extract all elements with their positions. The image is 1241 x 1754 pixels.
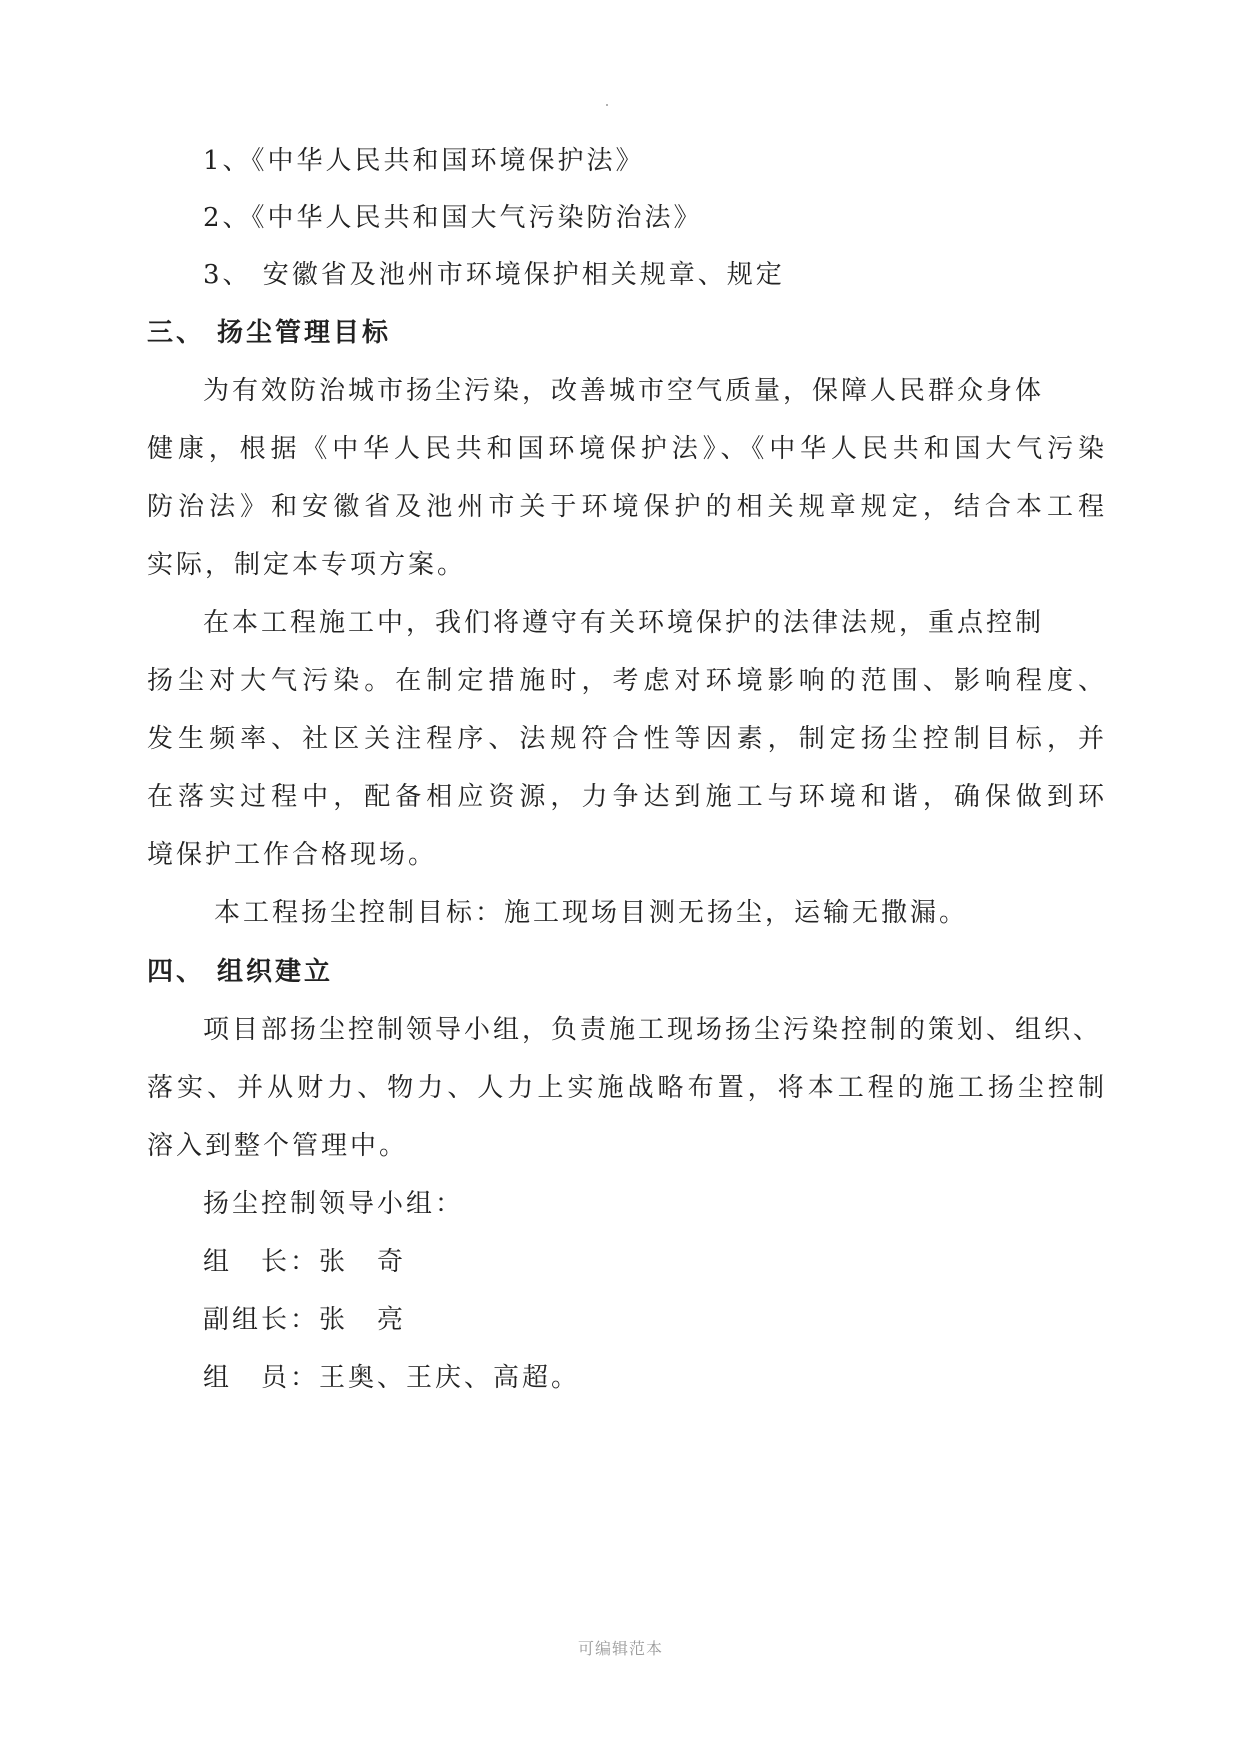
section3-para2-line4: 在落实过程中，配备相应资源，力争达到施工与环境和谐，确保做到环 [147,782,1107,812]
section3-para2-line5: 境保护工作合格现场。 [147,840,438,870]
page-footer: 可编辑范本 [577,1639,663,1658]
section4-para1-line3: 溶入到整个管理中。 [147,1131,409,1161]
section3-heading: 三、 扬尘管理目标 [147,318,392,348]
section3-para1-line2: 健康，根据《中华人民共和国环境保护法》、《中华人民共和国大气污染 [147,434,1107,464]
section3-para1-line4: 实际，制定本专项方案。 [147,550,467,580]
group-members: 组 员：王奥、王庆、高超。 [203,1363,581,1393]
section3-para1-line3: 防治法》和安徽省及池州市关于环境保护的相关规章规定，结合本工程 [147,492,1107,522]
law-item-1: 1、《中华人民共和国环境保护法》 [203,146,645,176]
group-deputy: 副组长：张 亮 [203,1305,407,1335]
section3-para2-line3: 发生频率、社区关注程序、法规符合性等因素，制定扬尘控制目标，并 [147,724,1107,754]
law-item-2: 2、《中华人民共和国大气污染防治法》 [203,203,703,233]
section4-para1-line1: 项目部扬尘控制领导小组，负责施工现场扬尘污染控制的策划、组织、 [203,1015,1103,1045]
group-title: 扬尘控制领导小组： [203,1189,465,1219]
section3-target: 本工程扬尘控制目标：施工现场目测无扬尘，运输无撒漏。 [214,898,969,928]
section3-para2-line1: 在本工程施工中，我们将遵守有关环境保护的法律法规，重点控制 [203,608,1045,638]
section3-para1-line1: 为有效防治城市扬尘污染，改善城市空气质量，保障人民群众身体 [203,376,1045,406]
section4-para1-line2: 落实、并从财力、物力、人力上实施战略布置，将本工程的施工扬尘控制 [147,1073,1107,1103]
law-item-3: 3、 安徽省及池州市环境保护相关规章、规定 [203,260,785,290]
section4-heading: 四、 组织建立 [147,957,334,987]
section3-para2-line2: 扬尘对大气污染。在制定措施时，考虑对环境影响的范围、影响程度、 [147,666,1107,696]
header-dot [606,104,608,106]
group-leader: 组 长：张 奇 [203,1247,407,1277]
